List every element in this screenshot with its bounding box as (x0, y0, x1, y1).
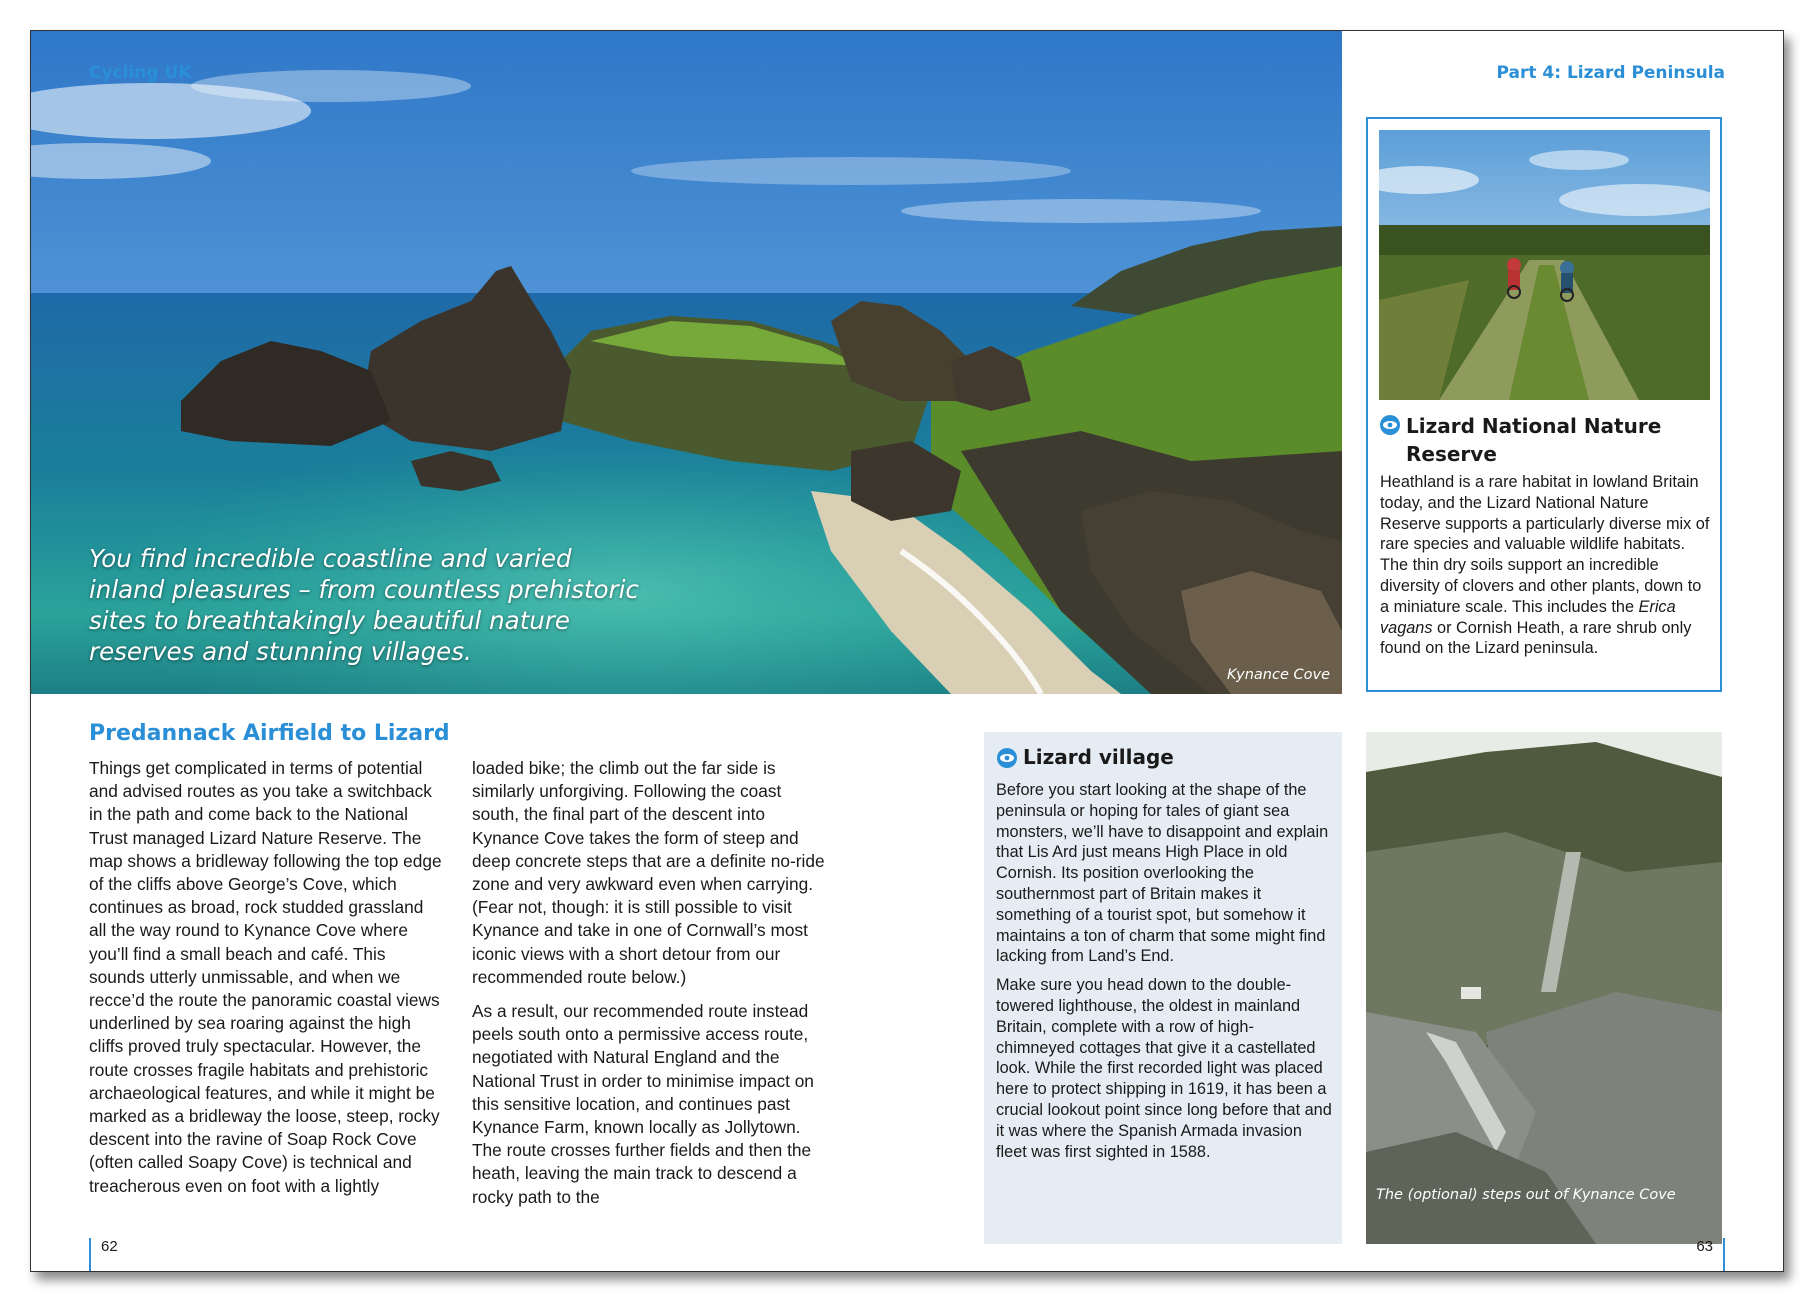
village-paragraph: Before you start looking at the shape of the peninsula or hoping for tales of giant sea monsters, we’ll have to disappoint and explain that Lis Ard just means High Place in old Cornish. Its position overlooking the southernmost part of Britain makes it something of a tourist spot, but somehow it maintains a ton of charm that some might find lacking from Land’s End. (996, 781, 1329, 966)
running-head-right: Part 4: Lizard Peninsula (1496, 63, 1725, 83)
reserve-text-part1: Heathland is a rare habitat in lowland Britain today, and the Lizard National Nature Reserve supports a particularly diverse mix of rare species and valuable wildlife habitats. The thin dry soils support an incredible diversity of clovers and other plants, down to a miniature scale. This includes the (1380, 473, 1710, 616)
reserve-heading-row (1379, 412, 1709, 468)
village-heading: Lizard village (1023, 745, 1174, 769)
pull-quote: You find incredible coastline and varied inland pleasures – from countless prehistoric sites to breathtakingly beautiful nature reserves and stunning villages. (89, 544, 639, 666)
reserve-heading: Lizard National Nature Reserve (1406, 414, 1662, 466)
lizard-village-sidebar (984, 732, 1342, 1244)
body-paragraph: Things get complicated in terms of potential and advised routes as you take a switchback in the path and come back to the National Trust managed Lizard Nature Reserve. The map shows a bridleway following the top edge of the cliffs above George’s Cove, which continues as broad, rock studded grassland all the way round to Kynance Cove where you’ll find a small beach and café. This sounds utterly unmissable, and when we recce’d the route the panoramic coastal views underlined by sea roaring against the high cliffs proved truly spectacular. However, the route crosses fragile habitats and prehistoric archaeological features, and while it might be marked as a bridleway the loose, steep, rocky descent into the ravine of Soap Rock Cove (often called Soapy Cove) is technical and treacherous even on foot with a lightly (89, 758, 442, 1196)
page-number-right: 63 (1696, 1238, 1725, 1272)
eye-icon (1379, 414, 1401, 443)
village-body (996, 780, 1332, 1170)
kynance-steps-photo (1366, 732, 1722, 1244)
section-heading: Predannack Airfield to Lizard (89, 721, 450, 746)
page-number-left: 62 (89, 1238, 118, 1272)
running-head-left: Cycling UK (89, 63, 192, 83)
body-column-1 (89, 757, 445, 1209)
body-paragraph: As a result, our recommended route instead peels south onto a permissive access route, negotiated with Natural England and the National Trust in order to minimise impact on this sensitive location, and continues past Kynance Farm, known locally as Jollytown. The route crosses further fields and then the heath, leaving the main track to descend a rocky path to the (472, 1001, 814, 1207)
village-paragraph: Make sure you head down to the double-towered lighthouse, the oldest in mainland Britain, complete with a row of high-chimneyed cottages that give it a castellated look. While the first recorded light was placed here to protect shipping in 1619, it has been a crucial lookout point since long before that and it was where the Spanish Armada invasion fleet was first sighted in 1588. (996, 976, 1332, 1161)
village-heading-row (996, 745, 1174, 774)
reserve-cyclists-photo (1379, 130, 1710, 400)
reserve-text-part2: or Cornish Heath, a rare shrub only found on the Lizard peninsula. (1380, 618, 1692, 658)
body-column-2 (472, 757, 828, 1220)
body-paragraph: loaded bike; the climb out the far side is similarly unforgiving. Following the coast south, the final part of the descent into Kynance Cove takes the form of steep and deep concrete steps that are a definite no-ride zone and very awkward even when carrying. (Fear not, though: it is still possible to visit Kynance and take in one of Cornwall’s most iconic views with a short detour from our recommended route below.) (472, 758, 825, 987)
reserve-text-species: Erica vagans (1380, 597, 1676, 637)
eye-icon (996, 747, 1018, 774)
steps-photo-caption: The (optional) steps out of Kynance Cove (1376, 1187, 1676, 1203)
book-spread (30, 30, 1784, 1272)
hero-photo (31, 31, 1342, 694)
nature-reserve-sidebar (1366, 117, 1722, 692)
hero-photo-caption: Kynance Cove (1227, 667, 1330, 683)
reserve-body (1380, 472, 1713, 659)
